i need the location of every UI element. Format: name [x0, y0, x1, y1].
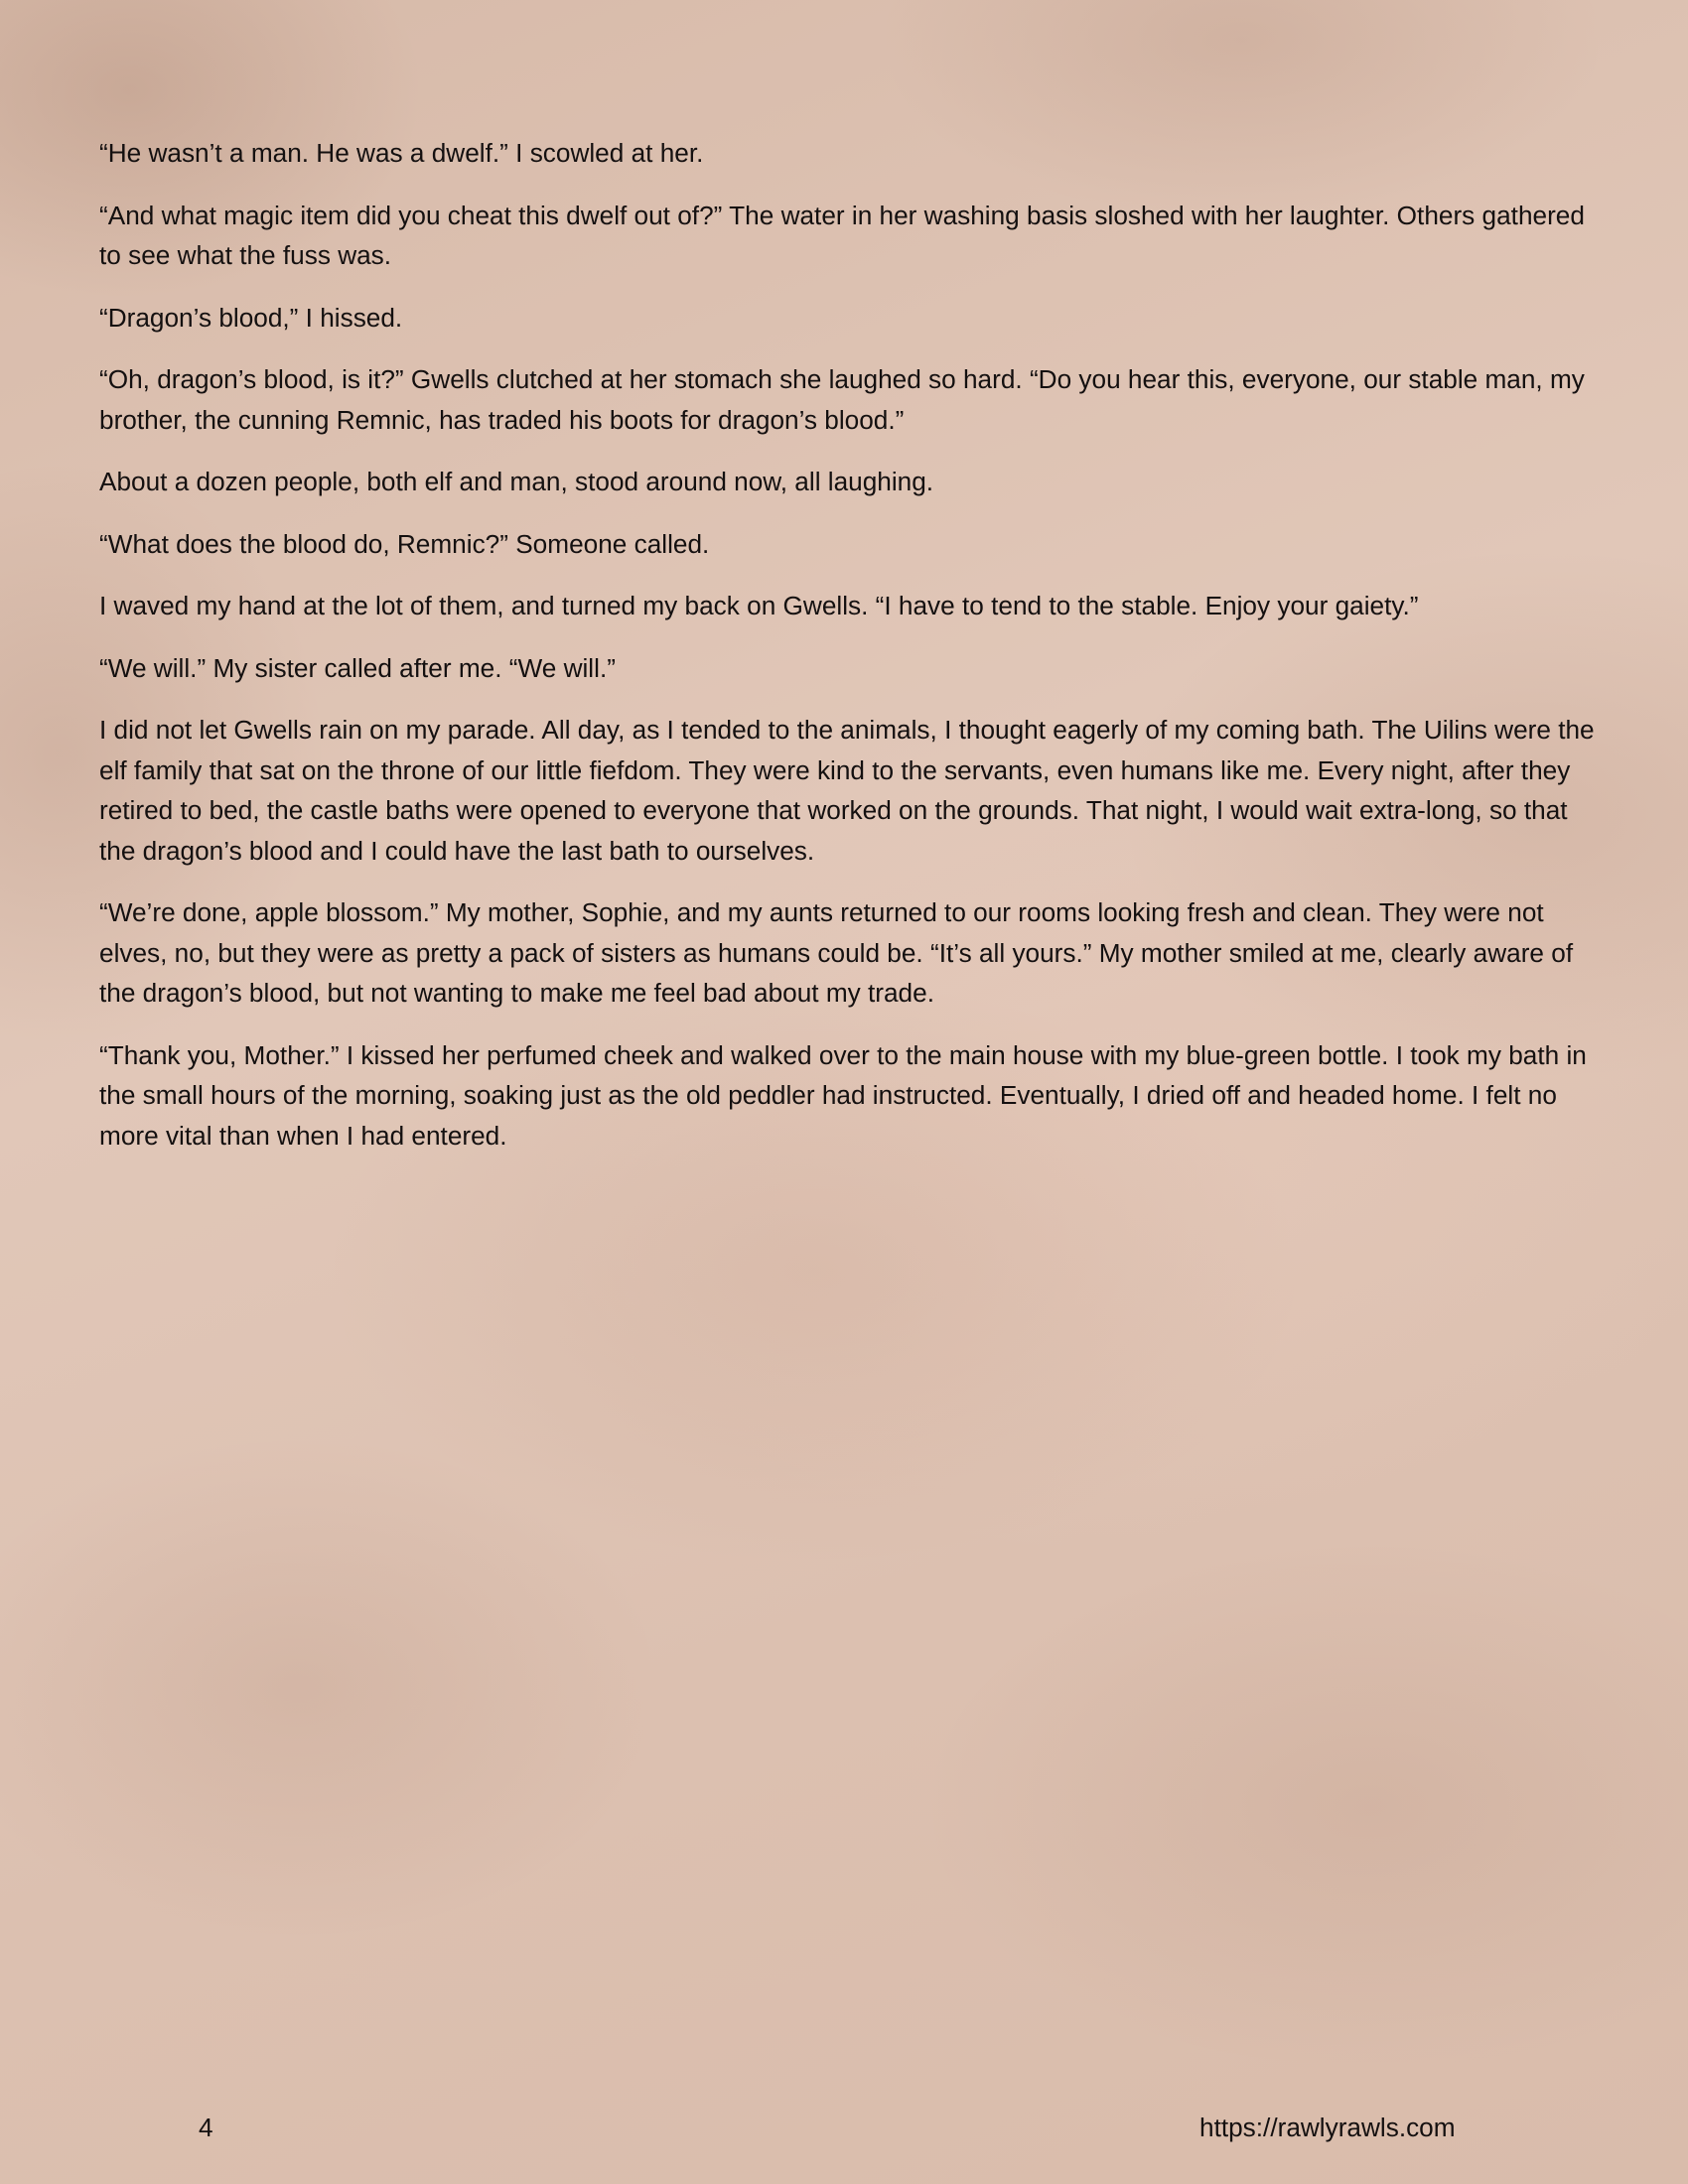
paragraph: “Thank you, Mother.” I kissed her perfumed cheek and walked over to the main house with my blue-green bottle. I took my bath in the small hours of the morning, soaking just as the old peddler had instructed. Eventually, I dried off and headed home. I felt no more vital than when I had entered.: [99, 1039, 1587, 1151]
paragraph: “He wasn’t a man. He was a dwelf.” I scowled at her.: [99, 138, 704, 168]
paragraph: About a dozen people, both elf and man, stood around now, all laughing.: [99, 467, 934, 496]
paragraph: “What does the blood do, Remnic?” Someone called.: [99, 528, 710, 559]
paragraph: “We will.” My sister called after me. “We will.”: [99, 652, 616, 683]
footer-url[interactable]: https://rawlyrawls.com: [1199, 2113, 1456, 2142]
paragraph: “Oh, dragon’s blood, is it?” Gwells clutched at her stomach she laughed so hard. “Do you hear this, everyone, our stable man, my brother, the cunning Remnic, has traded his boots for dragon’s blood.”: [99, 364, 1585, 435]
paragraph: “And what magic item did you cheat this dwelf out of?” The water in her washing basis sloshed with her laughter. Others gathered to see what the fuss was.: [99, 200, 1585, 270]
page-body: [99, 133, 1599, 1177]
paragraph: “We’re done, apple blossom.” My mother, Sophie, and my aunts returned to our rooms looking fresh and clean. They were not elves, no, but they were as pretty a pack of sisters as humans could be. “It’s all yours.” My mother smiled at me, clearly aware of the dragon’s blood, but not wanting to make me feel bad about my trade.: [99, 897, 1574, 1008]
paragraph: I did not let Gwells rain on my parade. All day, as I tended to the animals, I thought eagerly of my coming bath. The Uilins were the elf family that sat on the throne of our little fiefdom. They were kind to the servants, even humans like me. Every night, after they retired to bed, the castle baths were opened to everyone that worked on the grounds. That night, I would wait extra-long, so that the dragon’s blood and I could have the last bath to ourselves.: [99, 715, 1595, 866]
page-number: 4: [199, 2113, 213, 2142]
paragraph: “Dragon’s blood,” I hissed.: [99, 302, 403, 333]
paragraph: I waved my hand at the lot of them, and turned my back on Gwells. “I have to tend to the stable. Enjoy your gaiety.”: [99, 591, 1419, 620]
